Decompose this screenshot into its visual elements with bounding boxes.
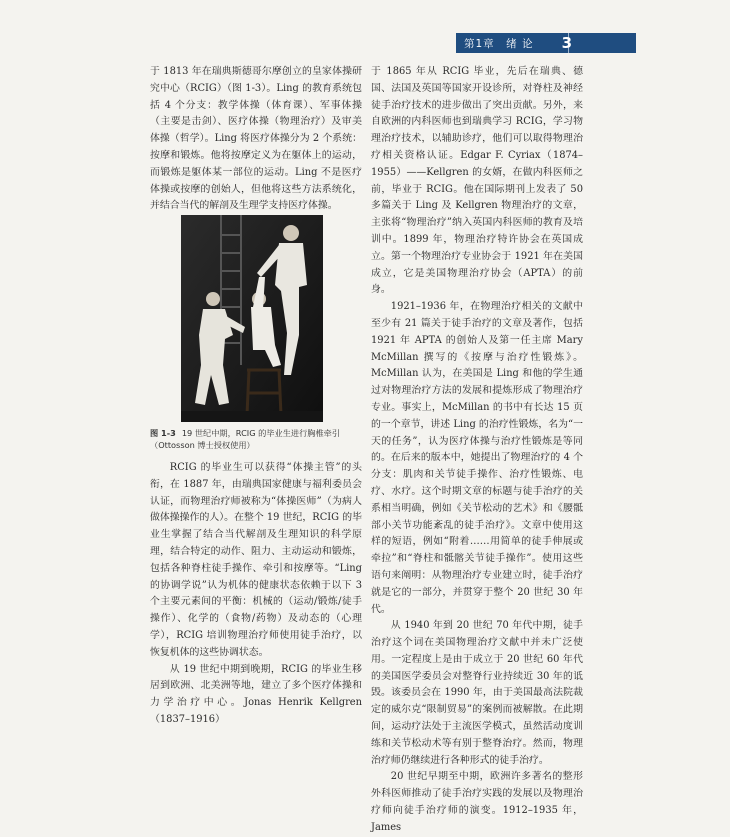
paragraph: 从 1940 年到 20 世纪 70 年代中期，徒手治疗这个词在美国物理治疗文献中并未广泛使用。一定程度上是由于成立于 20 世纪 60 年代的美国医学委员会对整脊行业持续近 30 年的诋毁。该委员会在 1990 年，由于美国最高法院裁定的威尔克“限制贸易”的案例而被解散。在此期间，运动疗法处于主流医学模式，虽然活动度训练和关节松动术等有别于整脊治疗。然而，物理治疗师仍继续进行各种形式的徒手治疗。 — [371, 620, 583, 766]
paragraph: 于 1865 年从 RCIG 毕业，先后在瑞典、德国、法国及英国等国家开设诊所，对脊柱及神经徒手治疗技术的进步做出了突出贡献。另外，来自欧洲的内科医师也到瑞典学习 RCIG，学习物理治疗技术，以辅助诊疗，他们可以取得物理治疗相关资格认证。Edgar F. Cyriax（1874–1955）——Kellgren 的女婿，在做内科医师之前，毕业于 RCIG。他在国际期刊上发表了 50 多篇关于 Ling 及 Kellgren 物理治疗的文章，主张将“物理治疗”纳入英国内科医师的教育及培训中。1899 年，物理治疗特许协会在英国成立。第一个物理治疗专业协会于 1921 年在美国成立，它是美国物理治疗协会（APTA）的前身。 — [371, 66, 583, 296]
paragraph: 从 19 世纪中期到晚期，RCIG 的毕业生移居到欧洲、北美洲等地，建立了多个医疗体操和力学治疗中心。Jonas Henrik Kellgren（1837–1916） — [150, 663, 362, 725]
figure-caption-text: 19 世纪中期，RCIG 的毕业生进行胸椎牵引（Ottosson 博士授权使用） — [150, 428, 341, 450]
figure-label: 图 1-3 — [150, 428, 176, 438]
page-number: 3 — [561, 34, 572, 52]
paragraph: RCIG 的毕业生可以获得“体操主管”的头衔，在 1887 年，由瑞典国家健康与福利委员会认证，而物理治疗师被称为“体操医师”（为病人做体操操作的人）。在整个 19 世纪，RCIG 的毕业生掌握了结合当代解剖及生理知识的科学原理，结合特定的动作、阻力、主动运动和锻炼，包括各种脊柱徒手操作、牵引和按摩等。“Ling 的协调学说”认为机体的健康状态依赖于以下 3 个主要元素间的平衡：机械的（运动/锻炼/徒手操作）、化学的（食物/药物）及动态的（心理学），RCIG 培训物理治疗师使用徒手治疗，以恢复机体的这些协调状态。 — [150, 462, 362, 658]
paragraph: 20 世纪早期至中期，欧洲许多著名的整形外科医师推动了徒手治疗实践的发展以及物理治疗师向徒手治疗师的演变。1912–1935 年，James — [371, 771, 583, 833]
chapter-header-bar — [456, 33, 636, 53]
left-column-top — [150, 64, 362, 215]
chapter-title: 第1章 绪 论 — [464, 38, 534, 50]
figure-photo-illustration — [181, 215, 323, 422]
figure-caption — [150, 427, 362, 451]
paragraph: 1921–1936 年，在物理治疗相关的文献中至少有 21 篇关于徒手治疗的文章及著作，包括 1921 年 APTA 的创始人及第一任主席 Mary McMillan 撰写的《按摩与治疗性锻炼》。McMillan 认为，在美国是 Ling 和他的学生通过对物理治疗方法的发展和提炼形成了物理治疗专业。事实上，McMillan 的书中有长达 15 页的一个章节，讲述 Ling 的治疗性锻炼，名为“一天的任务”，认为医疗体操与治疗性锻炼是等同的。在后来的版本中，她提出了物理治疗的 4 个分支：肌肉和关节徒手操作、治疗性锻炼、电疗、水疗。这个时期文章的标题与徒手治疗的关系相当明确，例如《关节松动的艺术》和《腰骶部小关节功能紊乱的徒手治疗》。文章中使用这样的短语，例如“附着……用简单的徒手伸展或牵拉”和“脊柱和骶髂关节徒手操作”。使用这些语句来阐明：从物理治疗专业建立时，徒手治疗就是它的一部分，并贯穿于整个 20 世纪 30 年代。 — [371, 301, 583, 615]
left-column-bottom — [150, 460, 362, 729]
paragraph: 于 1813 年在瑞典斯德哥尔摩创立的皇家体操研究中心（RCIG）（图 1-3）。Ling 的教育系统包括 4 个分支：教学体操（体育课）、军事体操（主要是击剑）、医疗体操（物理治疗）及审美体操（哲学）。Ling 将医疗体操分为 2 个系统：按摩和锻炼。他将按摩定义为在躯体上的运动，而锻炼是躯体某一部位的运动。Ling 不是医疗体操或按摩的创始人，但他将这些方法系统化，并结合当代的解剖及生理学支持医疗体操。 — [150, 66, 362, 212]
right-column — [371, 64, 583, 837]
figure-photo — [181, 215, 323, 422]
